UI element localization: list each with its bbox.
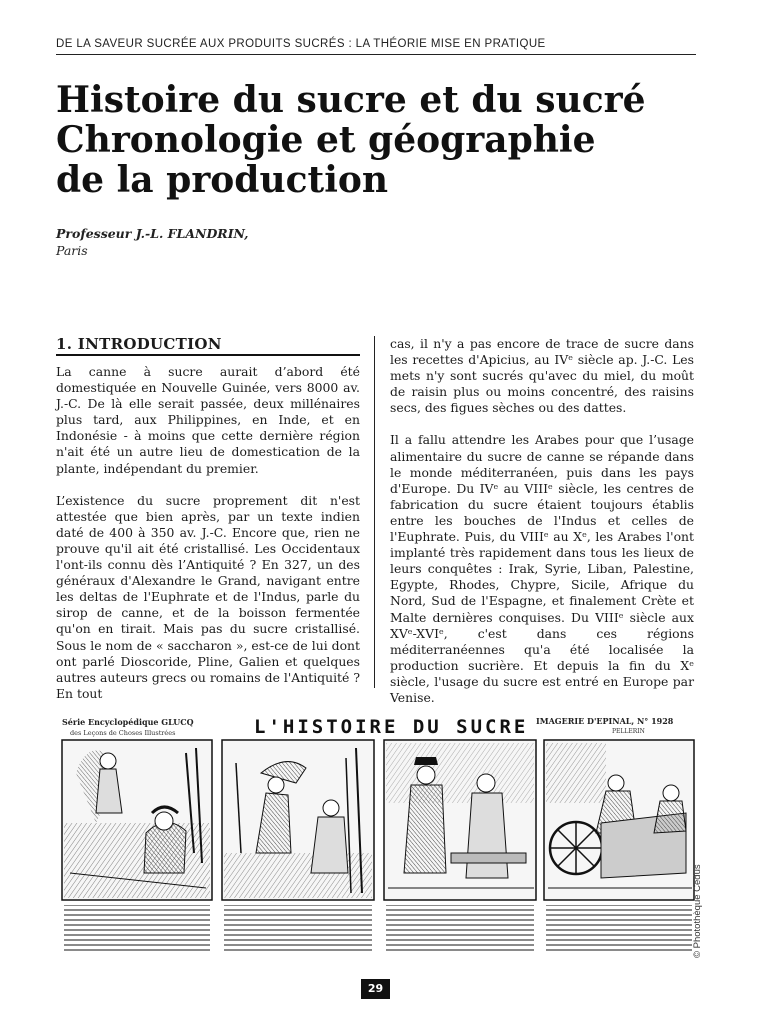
title-line-2: Chronologie et géographie (56, 119, 596, 161)
photo-credit: © Photothèque Cedus (692, 864, 703, 958)
title-line-3: de la production (56, 159, 389, 201)
right-column (390, 336, 694, 706)
history-of-sugar-engraving (56, 713, 696, 958)
series-sub-left: des Leçons de Choses Illustrées (70, 729, 176, 737)
series-sub-right: PELLERIN (612, 728, 645, 735)
paragraph: cas, il n'y a pas encore de trace de sucre dans les recettes d'Apicius, au IVᵉ siècle ap. J.-C. Les mets n'y sont sucrés qu'avec du miel, du moût de raisin plus ou moins concentré, des raisins secs, des figues sèches ou des dattes. (390, 336, 694, 416)
series-label-right: IMAGERIE D'EPINAL, N° 1928 (536, 716, 674, 726)
paragraph: L’existence du sucre proprement dit n'est attestée que bien après, par un texte indien daté de 400 à 350 av. J.-C. Encore que, rien ne prouve qu'il ait été cristallisé. Les Occidentaux l'ont-ils connu dès l’Antiquité ? En 327, un des généraux d'Alexandre le Grand, navigant entre les deltas de l'Euphrate et de l'Indus, parle du sirop de canne, et de la boisson fermentée qu'on en tirait. Mais pas du sucre cristallisé. Sous le nom de « saccharon », est-ce de lui dont ont parlé Dioscoride, Pline, Galien et quelques autres auteurs grecs ou romains de l'Antiquité ? En tout (56, 492, 360, 701)
author-block (56, 225, 456, 259)
section-heading: 1. INTRODUCTION (56, 335, 360, 356)
paragraph: Il a fallu attendre les Arabes pour que l’usage alimentaire du sucre de canne se répande dans le monde méditerranéen, puis dans les pays d'Europe. Du IVᵉ au VIIIᵉ siècle, les centres de fabrication du sucre étaient toujours établis entre les bouches de l'Indus et celles de l'Euphrate. Puis, du VIIIᵉ au Xᵉ, les Arabes l'ont implanté très rapidement dans tous les lieux de leurs conquêtes : Irak, Syrie, Liban, Palestine, Egypte, Rhodes, Chypre, Sicile, Afrique du Nord, Sud de l'Espagne, et finalement Crète et Malte dernières conquises. Du VIIIᵉ siècle aux XVᵉ-XVIᵉ, c'est dans ces régions méditerranéennes qu'a été localisée la production sucrière. Et depuis la fin du Xᵉ siècle, l'usage du sucre est entré en Europe par Venise. (390, 432, 694, 705)
panel-2 (222, 740, 374, 951)
panel-4 (544, 740, 694, 951)
panel-3 (384, 740, 536, 951)
panel-1 (62, 740, 212, 951)
title-line-1: Histoire du sucre et du sucré (56, 79, 646, 121)
left-column (56, 335, 360, 702)
article-title (56, 80, 716, 200)
running-header: DE LA SAVEUR SUCRÉE AUX PRODUITS SUCRÉS : LA THÉORIE MISE EN PRATIQUE (56, 38, 696, 55)
series-label-left: Série Encyclopédique GLUCQ (62, 717, 194, 727)
author-name: Professeur J.-L. FLANDRIN, (56, 226, 249, 241)
column-divider (374, 336, 375, 688)
banner-title: L'HISTOIRE DU SUCRE (254, 716, 529, 738)
paragraph: La canne à sucre aurait d’abord été domestiquée en Nouvelle Guinée, vers 8000 av. J.-C. De là elle serait passée, deux millénaires plus tard, aux Philippines, en Inde, et en Indonésie - à moins que cette dernière région n'ait été un autre lieu de domestication de la plante, indépendant du premier. (56, 364, 360, 476)
page-number: 29 (361, 979, 390, 999)
author-affiliation: Paris (56, 243, 88, 258)
